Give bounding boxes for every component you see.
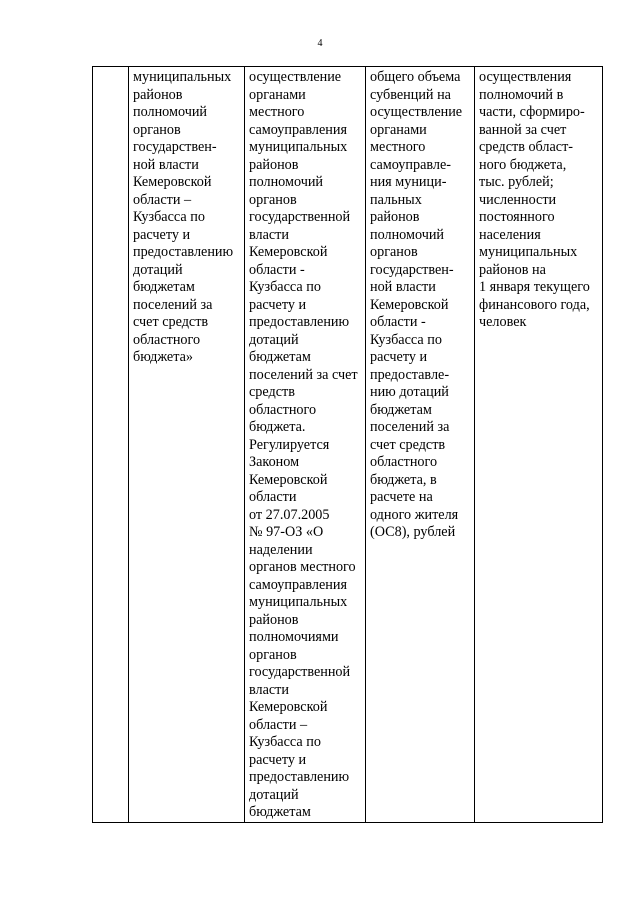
cell-line: расчету и [249,296,307,313]
cell-line: счет средств [370,436,446,453]
cell-line: области [249,489,297,505]
cell-text [133,69,241,367]
cell-line: областного [249,401,317,418]
cell-line: областного [133,331,201,348]
cell-line: Кемеровской [133,174,212,190]
cell-line: Кузбасса по [370,331,442,348]
cell-line: самоуправле- [370,156,451,173]
table-cell-col2 [129,67,245,823]
cell-line: Законом [249,454,300,470]
cell-line: поселений за [133,296,213,313]
cell-line: областного [370,454,438,470]
cell-line: Кузбасса по [133,209,205,225]
cell-line: местного [370,139,426,155]
cell-line: районов на [479,261,546,278]
cell-line: Кемеровской [370,296,449,313]
cell-line: дотаций [249,786,299,803]
cell-line: средств [249,384,295,400]
cell-line: средств област- [479,139,574,155]
cell-line: ной власти [133,156,199,173]
cell-line: власти [249,681,289,698]
cell-line: человек [479,314,527,330]
cell-line: Кемеровской [249,471,328,488]
cell-line: постоянного [479,209,555,225]
cell-line: Кемеровской [249,699,328,715]
cell-line: Кузбасса по [249,734,321,750]
cell-line: бюджетам [249,804,311,820]
cell-line: № 97-ОЗ «О [249,524,324,540]
table-cell-col3 [245,67,366,823]
cell-line: ванной за счет [479,121,567,138]
cell-line: осуществление [370,104,463,120]
cell-line: предоставле- [370,366,450,383]
cell-line: расчету и [249,751,307,768]
cell-line: Кемеровской [249,244,328,260]
table-cell-col1 [93,67,129,823]
cell-line: поселений за счет [249,366,358,383]
cell-line: районов [133,86,183,103]
cell-line: расчету и [370,349,428,365]
table-row [93,67,603,823]
cell-line: области – [133,191,192,208]
cell-line: от 27.07.2005 [249,506,330,523]
cell-line: поселений за [370,419,450,435]
cell-line: тыс. рублей; [479,174,554,190]
cell-line: предоставлению [133,244,234,260]
page-number: 4 [317,38,323,49]
cell-line: дотаций [133,261,183,278]
cell-line: общего объема [370,69,461,85]
table-cell-col5 [475,67,603,823]
cell-line: бюджетам [370,401,432,418]
cell-line: власти [249,226,289,243]
cell-line: полномочий [133,104,208,120]
cell-line: государствен- [133,139,217,155]
cell-line: расчету и [133,226,191,243]
cell-line: органов местного [249,559,356,575]
cell-line: бюджета» [133,349,193,365]
cell-line: нию дотаций [370,384,449,400]
cell-line: полномочиями [249,629,339,645]
cell-line: субвенций на [370,86,451,103]
cell-line: Кузбасса по [249,279,321,295]
cell-line: пальных [370,191,422,208]
cell-line: области - [370,314,426,330]
cell-line: муниципальных [249,594,348,610]
cell-text [370,69,471,542]
cell-line: бюджетам [249,349,311,365]
cell-line: органами [249,86,306,103]
cell-line: одного жителя [370,506,459,523]
cell-line: самоуправления [249,121,347,138]
cell-line: полномочий [249,174,324,190]
cell-line: ния муници- [370,174,447,190]
cell-line: районов [370,209,420,225]
cell-line: 1 января текущего [479,279,590,295]
cell-line: предоставлению [249,769,350,785]
cell-line: государственной [249,664,351,680]
document-table [92,66,603,823]
cell-line: местного [249,104,305,120]
cell-line: ного бюджета, [479,156,567,173]
cell-line: бюджетам [133,279,195,295]
cell-line: ной власти [370,279,436,295]
cell-line: финансового года, [479,296,590,313]
cell-line: органов [249,191,297,208]
cell-line: части, сформиро- [479,104,585,120]
cell-line: районов [249,156,299,173]
cell-line: государственной [249,209,351,225]
cell-line: муниципальных [133,69,232,85]
cell-line: Регулируется [249,436,330,453]
cell-line: осуществления [479,69,572,85]
cell-line: дотаций [249,331,299,348]
cell-line: органов [133,121,181,138]
cell-line: осуществление [249,69,342,85]
cell-line: счет средств [133,314,209,330]
cell-line: области - [249,261,305,278]
cell-line: (ОС8), рублей [370,524,456,540]
cell-line: полномочий в [479,86,564,103]
cell-line: органами [370,121,427,138]
cell-text [249,69,362,822]
cell-line: численности [479,191,557,208]
cell-line: муниципальных [479,244,578,260]
cell-line: районов [249,611,299,628]
cell-line: области – [249,716,308,733]
table-cell-col4 [366,67,475,823]
cell-line: полномочий [370,226,445,243]
cell-line: государствен- [370,261,454,278]
cell-line: органов [370,244,418,260]
cell-line: населения [479,226,541,243]
cell-line: бюджета, в [370,471,437,488]
cell-line: расчете на [370,489,433,505]
cell-line: наделении [249,541,313,558]
cell-line: бюджета. [249,419,306,435]
cell-text [479,69,599,332]
cell-line: предоставлению [249,314,350,330]
cell-line: муниципальных [249,139,348,155]
cell-line: органов [249,646,297,663]
cell-line: самоуправления [249,576,347,593]
